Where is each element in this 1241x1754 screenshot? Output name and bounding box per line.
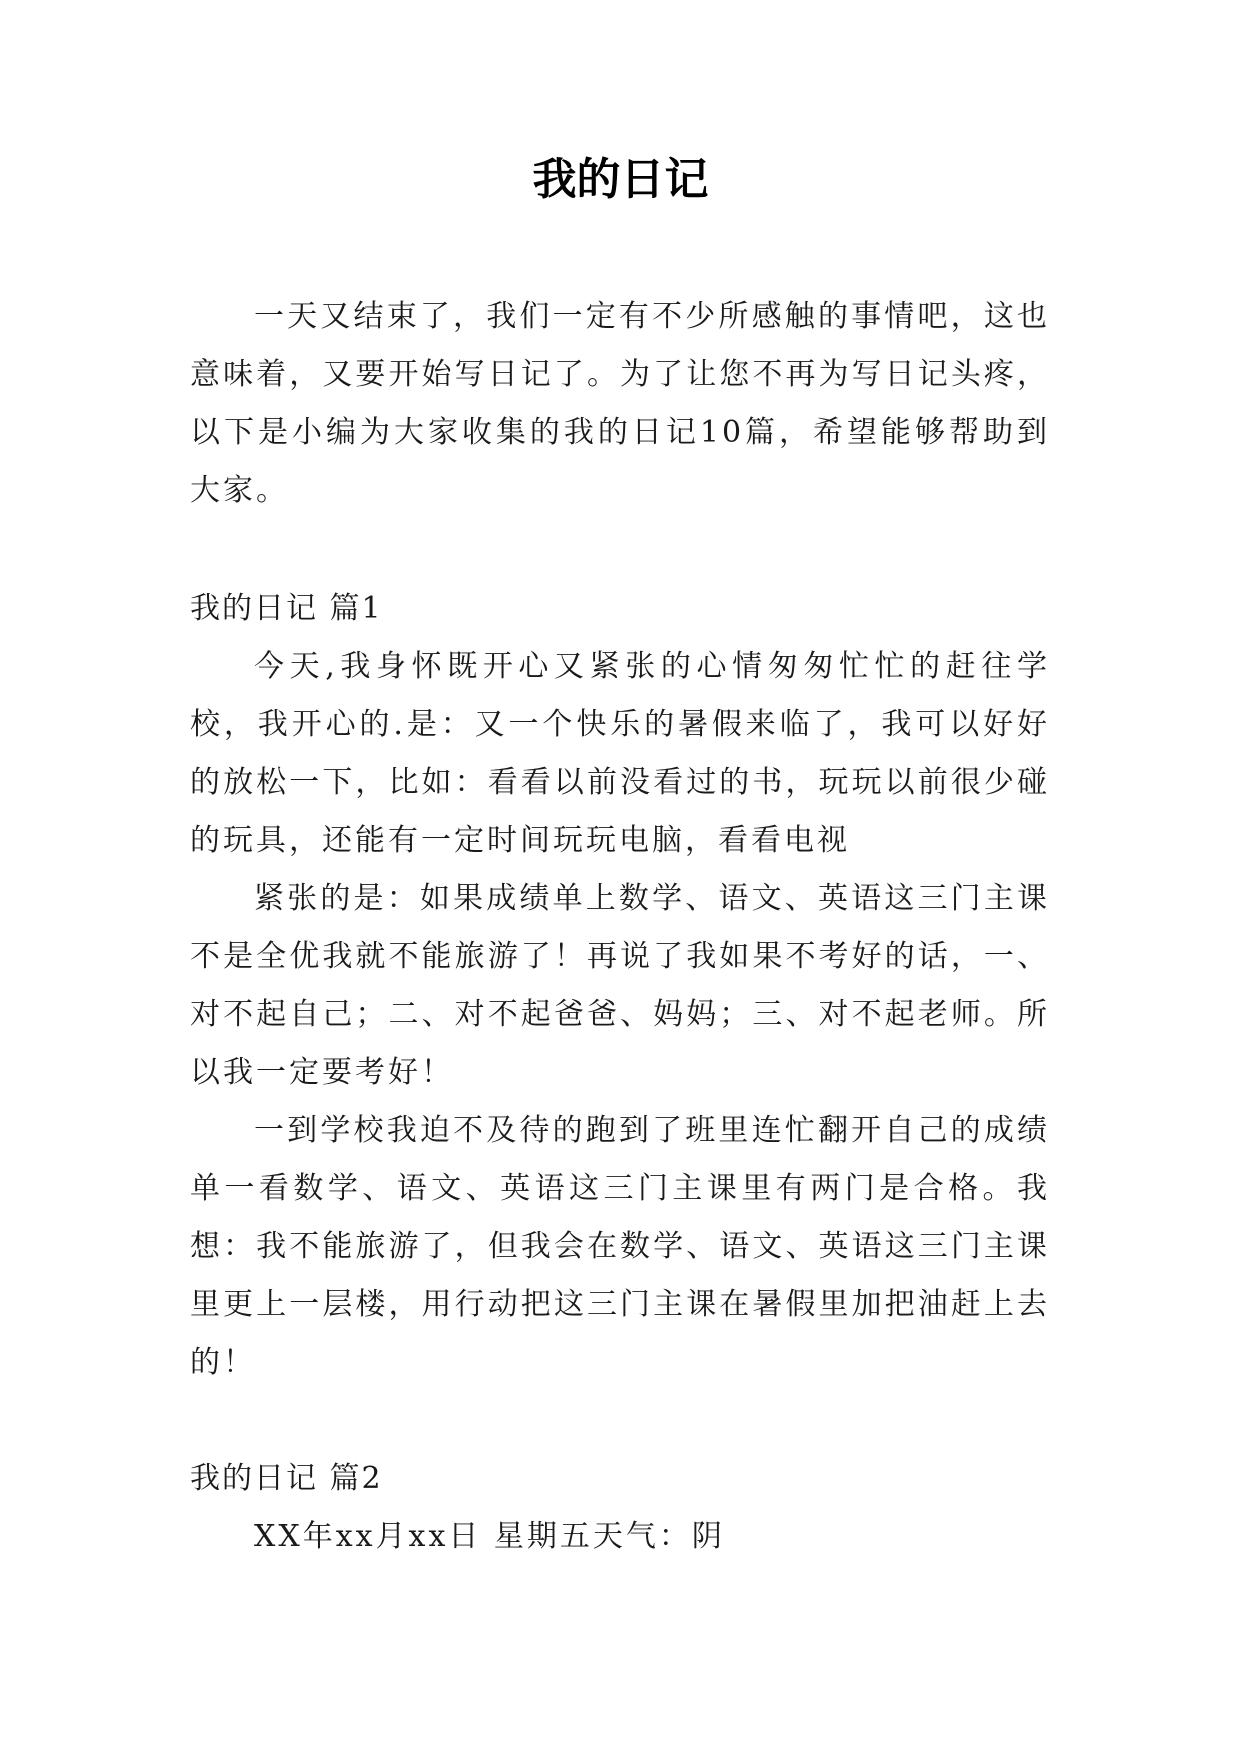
document-body <box>190 288 1050 1566</box>
section-paragraph: 一到学校我迫不及待的跑到了班里连忙翻开自己的成绩单一看数学、语文、英语这三门主课里有两门是合格。我想：我不能旅游了，但我会在数学、语文、英语这三门主课里更上一层楼，用行动把这三门主课在暑假里加把油赶上去的！ <box>190 1113 1050 1380</box>
section-paragraph: 今天,我身怀既开心又紧张的心情匆匆忙忙的赶往学校，我开心的.是：又一个快乐的暑假来临了，我可以好好的放松一下，比如：看看以前没看过的书，玩玩以前很少碰的玩具，还能有一定时间玩玩电脑，看看电视 <box>190 649 1050 858</box>
diary-section-2 <box>190 1450 1050 1566</box>
section-heading: 我的日记 篇2 <box>190 1461 383 1496</box>
intro-paragraph: 一天又结束了，我们一定有不少所感触的事情吧，这也意味着，又要开始写日记了。为了让您不再为写日记头疼，以下是小编为大家收集的我的日记10篇，希望能够帮助到大家。 <box>190 299 1050 508</box>
spacer <box>190 520 1050 580</box>
section-paragraph: 紧张的是：如果成绩单上数学、语文、英语这三门主课不是全优我就不能旅游了！再说了我如果不考好的话，一、对不起自己；二、对不起爸爸、妈妈；三、对不起老师。所以我一定要考好！ <box>190 881 1050 1090</box>
page-title: 我的日记 <box>532 154 709 205</box>
section-paragraph: XX年xx月xx日 星期五天气：阴 <box>254 1519 725 1554</box>
diary-section-1 <box>190 580 1050 1392</box>
spacer <box>190 1392 1050 1450</box>
section-heading: 我的日记 篇1 <box>190 591 383 626</box>
